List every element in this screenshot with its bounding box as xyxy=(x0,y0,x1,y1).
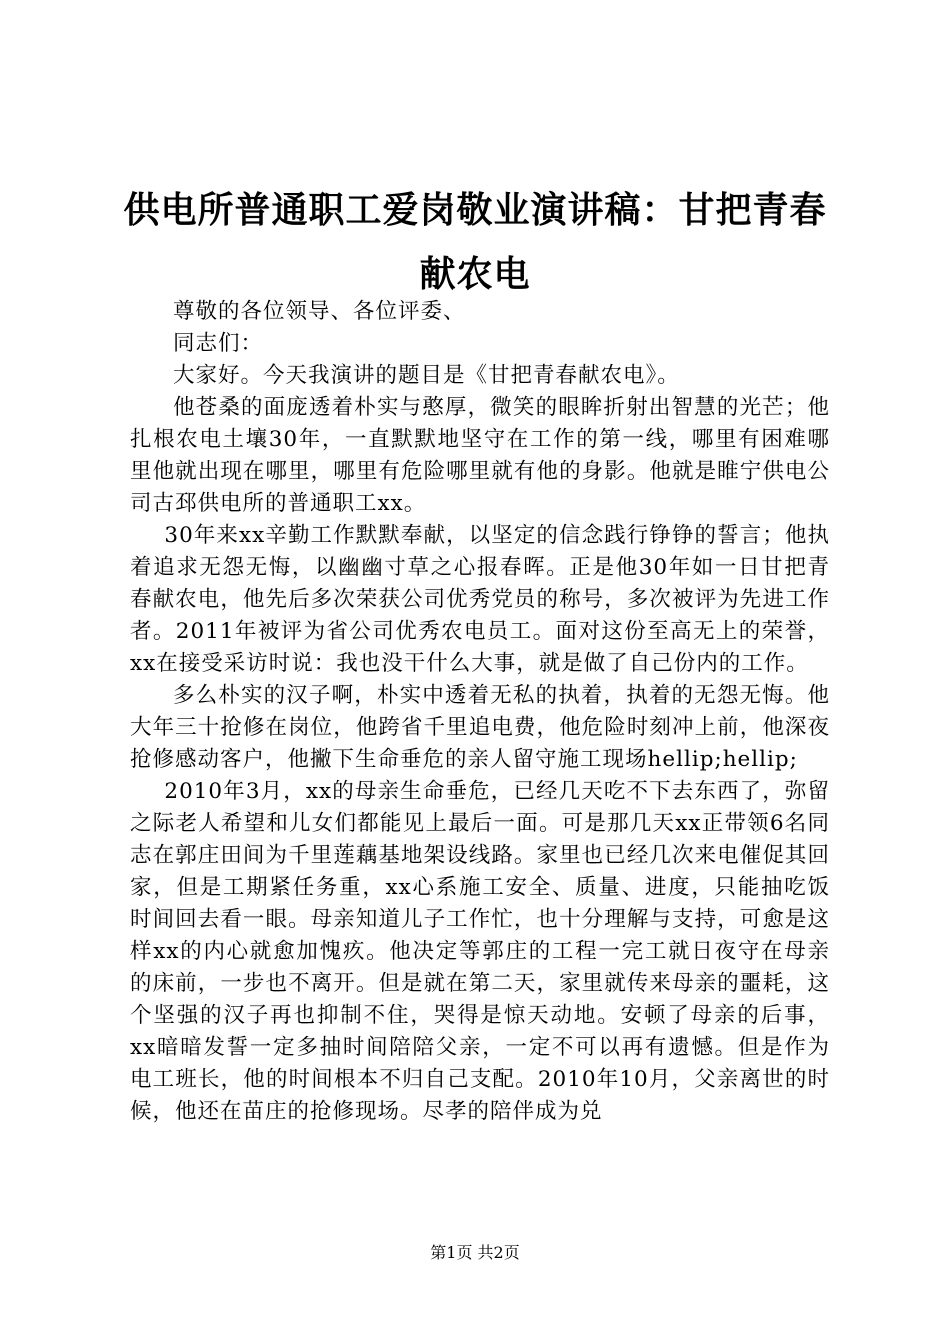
body-paragraph: 他苍桑的面庞透着朴实与憨厚，微笑的眼眸折射出智慧的光芒；他扎根农电土壤30年，一直默默地坚守在工作的第一线，哪里有困难哪里他就出现在哪里，哪里有危险哪里就有他的身影。他就是睢宁供电公司古邳供电所的普通职工xx。 xyxy=(130,395,830,516)
body-paragraph: 2010年3月，xx的母亲生命垂危，已经几天吃不下去东西了，弥留之际老人希望和儿女们都能见上最后一面。可是那几天xx正带领6名同志在郭庄田间为千里莲藕基地架设线路。家里也已经几次来电催促其回家，但是工期紧任务重，xx心系施工安全、质量、进度，只能抽吃饭时间回去看一眼。母亲知道儿子工作忙，也十分理解与支持，可愈是这样xx的内心就愈加愧疚。他决定等郭庄的工程一完工就日夜守在母亲的床前，一步也不离开。但是就在第二天，家里就传来母亲的噩耗，这个坚强的汉子再也抑制不住，哭得是惊天动地。安顿了母亲的后事，xx暗暗发誓一定多抽时间陪陪父亲，一定不可以再有遗憾。但是作为电工班长，他的时间根本不归自己支配。2010年10月，父亲离世的时候，他还在苗庄的抢修现场。尽孝的陪伴成为兑 xyxy=(130,779,830,1124)
greeting-paragraph: 大家好。今天我演讲的题目是《甘把青春献农电》。 xyxy=(173,363,680,388)
body-paragraph: 30年来xx辛勤工作默默奉献，以坚定的信念践行铮铮的誓言；他执着追求无怨无悔，以幽幽寸草之心报春晖。正是他30年如一日甘把青春献农电，他先后多次荣获公司优秀党员的称号，多次被评为先进工作者。2011年被评为省公司优秀农电员工。面对这份至高无上的荣誉，xx在接受采访时说：我也没干什么大事，就是做了自己份内的工作。 xyxy=(130,523,830,676)
salutation-line: 尊敬的各位领导、各位评委、 xyxy=(173,299,466,324)
document-body xyxy=(130,296,830,1128)
body-paragraph: 多么朴实的汉子啊，朴实中透着无私的执着，执着的无怨无悔。他大年三十抢修在岗位，他跨省千里追电费，他危险时刻冲上前，他深夜抢修感动客户，他撇下生命垂危的亲人留守施工现场hellip;hellip; xyxy=(130,683,830,772)
salutation-line-comrades: 同志们： xyxy=(173,331,264,356)
document-title: 供电所普通职工爱岗敬业演讲稿：甘把青春献农电 xyxy=(123,189,827,295)
page-footer: 第1页 共2页 xyxy=(430,1243,520,1262)
